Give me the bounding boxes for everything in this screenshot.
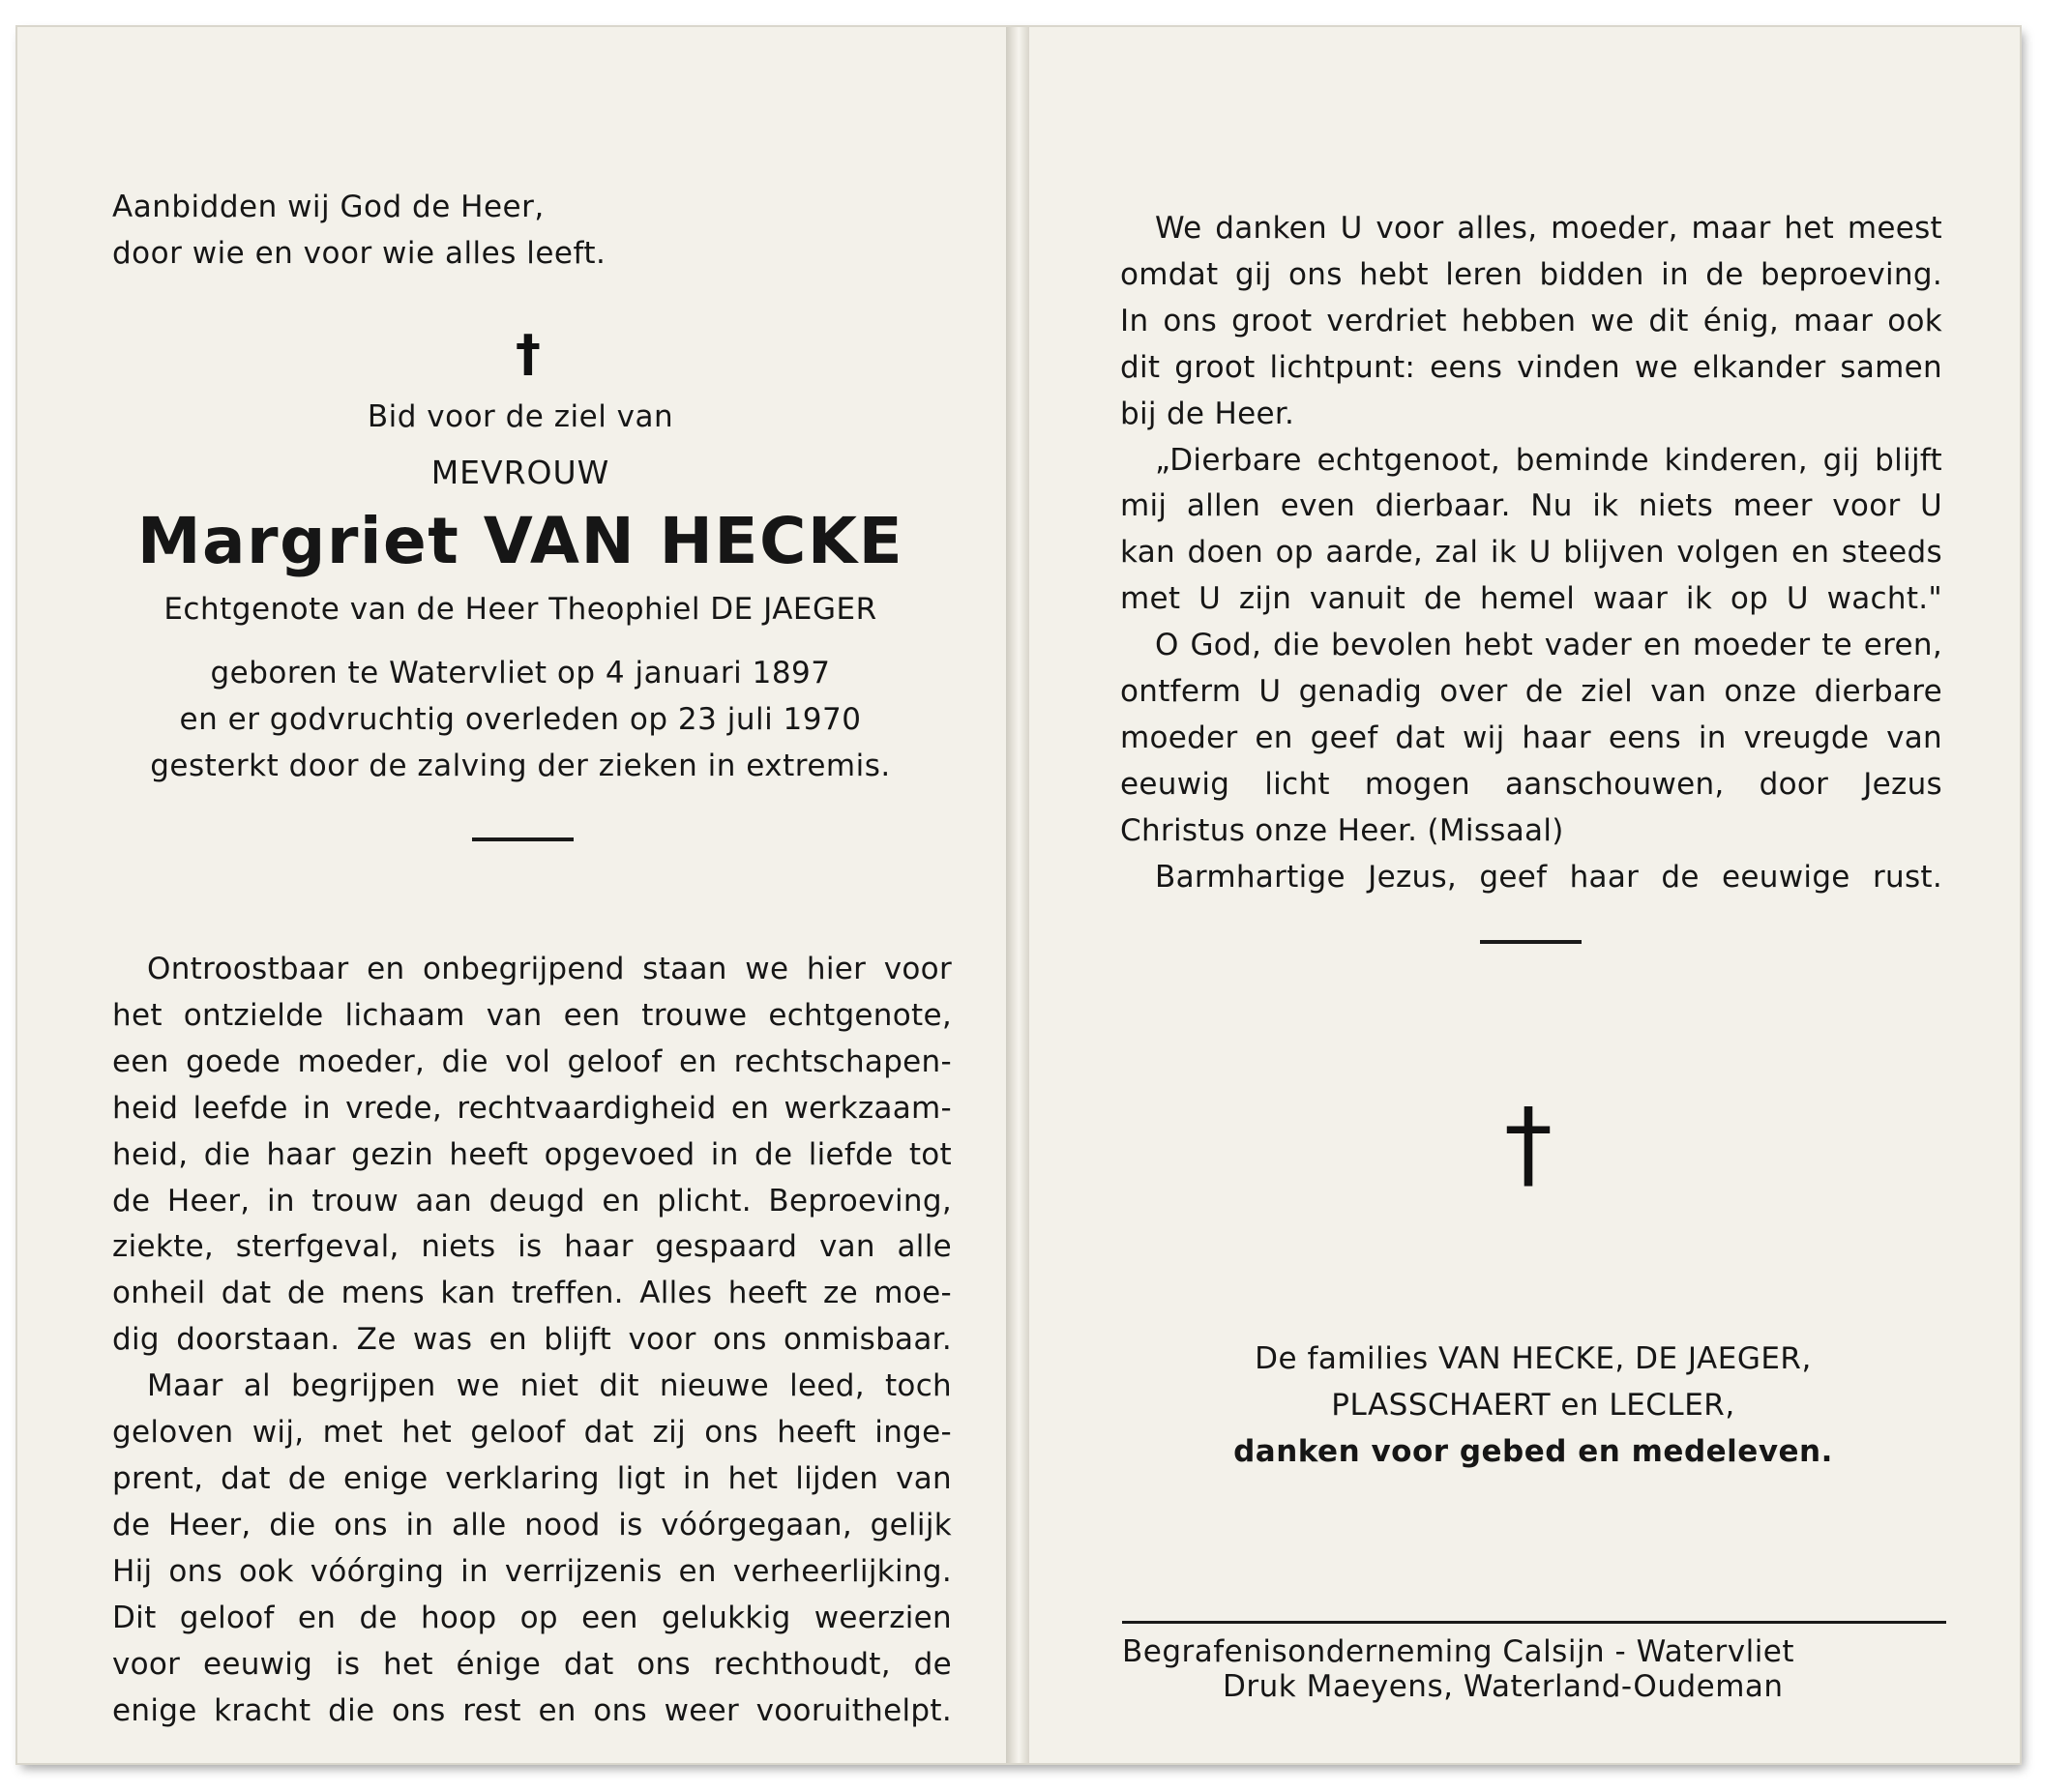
text-line: bij de Heer. [1120, 396, 1295, 431]
spouse-line: Echtgenote van de Heer Theophiel DE JAEGER [163, 592, 877, 627]
text-line: dit groot lichtpunt: eens vinden we elkander samen [1120, 349, 1942, 385]
text-line: dig doorstaan. Ze was en blijft voor ons onmisbaar. [112, 1322, 952, 1358]
text-line: We danken U voor alles, moeder, maar het meest [1155, 211, 1942, 246]
text-line: heid, die haar gezin heeft opgevoed in de liefde tot [112, 1136, 952, 1172]
text-line: ziekte, sterfgeval, niets is haar gespaard van alle [112, 1229, 952, 1265]
text-line: Dit geloof en de hoop op een gelukkig weerzien [112, 1600, 952, 1635]
text-line: O God, die bevolen hebt vader en moeder te eren, [1155, 628, 1942, 663]
text-line: het ontzielde lichaam van een trouwe echtgenote, [112, 997, 952, 1033]
text-line: onheil dat de mens kan treffen. Alles heeft ze moe- [112, 1276, 952, 1311]
text-line: Christus onze Heer. (Missaal) [1120, 812, 1564, 848]
divider [472, 837, 574, 841]
text-line: heid leefde in vrede, rechtvaardigheid en werkzaam- [112, 1090, 952, 1126]
text-line: ontferm U genadig over de ziel van onze dierbare [1120, 674, 1942, 710]
text-line: eeuwig licht mogen aanschouwen, door Jezus [1120, 766, 1942, 802]
text-line: geloven wij, met het geloof dat zij ons heeft inge- [112, 1415, 952, 1451]
text-line: kan doen op aarde, zal ik U blijven volgen en steeds [1120, 535, 1942, 571]
text-line: omdat gij ons hebt leren bidden in de beproeving. [1120, 256, 1942, 292]
text-line: mij allen even dierbaar. Nu ik niets meer voor U [1120, 488, 1942, 524]
text-line: prent, dat de enige verklaring ligt in het lijden van [112, 1460, 952, 1496]
text-line: Ontroostbaar en onbegrijpend staan we hier voor [147, 952, 952, 986]
title-mevrouw: MEVROUW [430, 454, 610, 491]
family-thanks: De families VAN HECKE, DE JAEGER, PLASSCHAERT en LECLER, danken voor gebed en medeleven. [1233, 1341, 1833, 1469]
text-line: In ons groot verdriet hebben we dit énig, maar ook [1120, 303, 1942, 338]
footer-rule [1122, 1621, 1946, 1624]
closing-text [1120, 206, 1942, 901]
deceased-name: Margriet VAN HECKE [136, 504, 904, 578]
text-line: enige kracht die ons rest en ons weer vooruithelpt. [112, 1692, 952, 1728]
divider [1480, 940, 1582, 944]
card-fold [1006, 27, 1029, 1763]
text-line: Hij ons ook vóórging in verrijzenis en verheerlijking. [112, 1553, 952, 1589]
text-line: een goede moeder, die vol geloof en rechtschapen- [112, 1043, 952, 1079]
life-dates: geboren te Watervliet op 4 januari 1897 en er godvruchtig overleden op 23 juli 1970 gesterkt door de zalving der zieken in extremis. [150, 656, 891, 783]
text-line: moeder en geef dat wij haar eens in vreugde van [1120, 720, 1942, 755]
text-line: Maar al begrijpen we niet dit nieuwe leed, toch [147, 1368, 952, 1404]
text-line: de Heer, in trouw aan deugd en plicht. Beproeving, [112, 1183, 952, 1219]
bid-line: Bid voor de ziel van [367, 399, 674, 434]
text-line: Barmhartige Jezus, geef haar de eeuwige rust. [1155, 859, 1942, 895]
cross-icon: † [1504, 1087, 1553, 1200]
text-line: „Dierbare echtgenoot, beminde kinderen, gij blijft [1155, 442, 1942, 478]
printer-footer: Begrafenisonderneming Calsijn - Watervliet Druk Maeyens, Waterland-Oudeman [1122, 1634, 1795, 1704]
tribute-text [112, 947, 952, 1734]
text-line: met U zijn vanuit de hemel waar ik op U wacht." [1120, 581, 1942, 617]
opening-prayer: Aanbidden wij God de Heer, door wie en voor wie alles leeft. [112, 190, 607, 271]
text-line: de Heer, die ons in alle nood is vóórgegaan, gelijk [112, 1507, 952, 1542]
text-line: voor eeuwig is het énige dat ons rechthoudt, de [112, 1646, 952, 1682]
cross-icon: † [516, 325, 541, 383]
